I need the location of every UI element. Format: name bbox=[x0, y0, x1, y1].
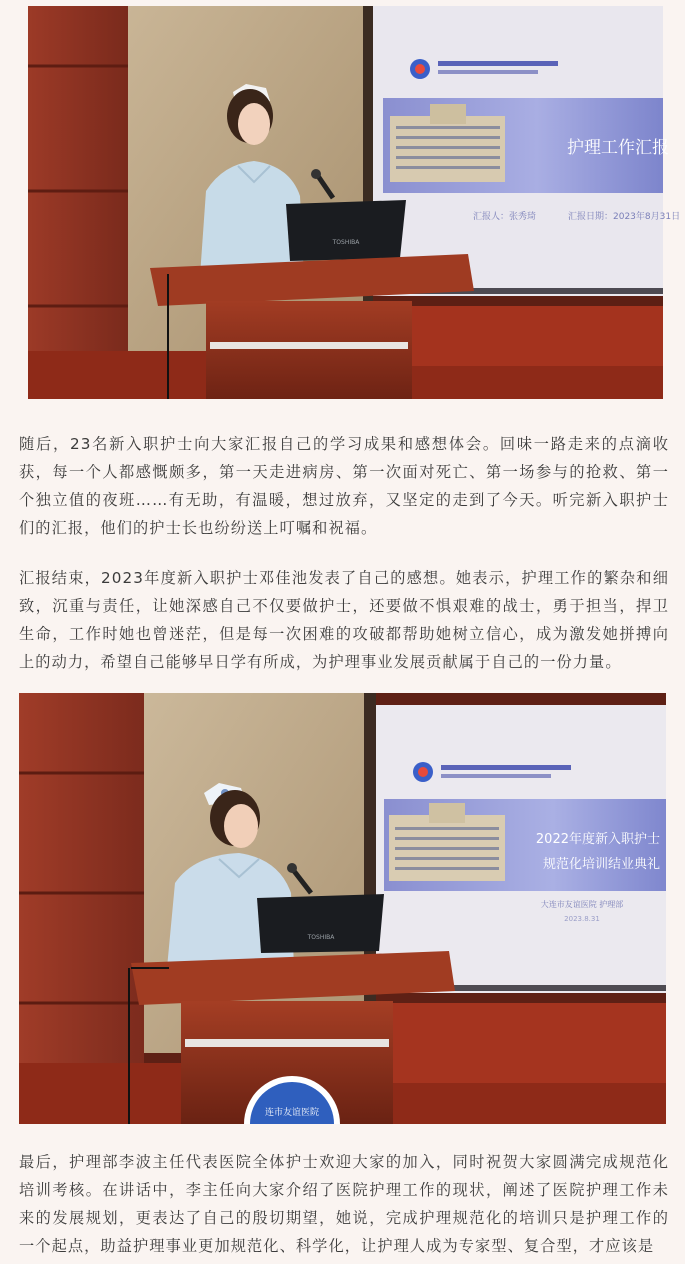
article-paragraph-2: 汇报结束，2023年度新入职护士邓佳池发表了自己的感想。她表示，护理工作的繁杂和细致，沉重与责任，让她深感自己不仅要做护士，还要做不惧艰难的战士，勇于担当，捍卫生命，工作时她也曾迷茫，但是每一次困难的攻破都帮助她树立信心，成为激发她拼搏向上的动力，希望自己能够早日学有所成，为护理事业发展贡献属于自己的一份力量。 bbox=[19, 569, 669, 671]
slide-reporter: 汇报人：张秀琦 bbox=[473, 212, 537, 222]
laptop-brand: TOSHIBA bbox=[332, 239, 360, 246]
slide-title-line-1: 2022年度新入职护士 bbox=[535, 832, 660, 847]
laptop-brand: TOSHIBA bbox=[307, 934, 335, 941]
photo-2-illustration bbox=[19, 693, 666, 1124]
slide-date: 2023.8.31 bbox=[564, 915, 600, 923]
speech-photo-1[interactable] bbox=[28, 6, 681, 399]
hospital-badge-text: 连市友谊医院 bbox=[264, 1108, 320, 1118]
slide-department: 大连市友谊医院 护理部 bbox=[540, 900, 624, 909]
podium bbox=[206, 301, 412, 399]
slide-title: 护理工作汇报 bbox=[567, 138, 669, 158]
speech-photo-2[interactable] bbox=[19, 693, 666, 1124]
article-paragraph-3: 最后，护理部李波主任代表医院全体护士欢迎大家的加入，同时祝贺大家圆满完成规范化培训考核。在讲话中，李主任向大家介绍了医院护理工作的现状，阐述了医院护理工作未来的发展规划，更表达了自己的殷切期望，她说，完成护理规范化的培训只是护理工作的一个起点，助益护理事业更加规范化、科学化，让护理人成为专家型、复合型，才应该是 bbox=[19, 1153, 669, 1255]
laptop bbox=[286, 200, 406, 261]
slide-title-line-2: 规范化培训结业典礼 bbox=[542, 857, 660, 872]
article-paragraph-1: 随后，23名新入职护士向大家汇报自己的学习成果和感想体会。回味一路走来的点滴收获，每一个人都感慨颇多，第一天走进病房、第一次面对死亡、第一场参与的抢救、第一个独立值的夜班……有无助，有温暖，想过放弃，又坚定的走到了今天。听完新入职护士们的汇报，他们的护士长也纷纷送上叮嘱和祝福。 bbox=[19, 435, 669, 537]
slide-date: 汇报日期：2023年8月31日 bbox=[568, 212, 681, 222]
laptop bbox=[257, 894, 384, 953]
photo-1-illustration bbox=[28, 6, 681, 399]
